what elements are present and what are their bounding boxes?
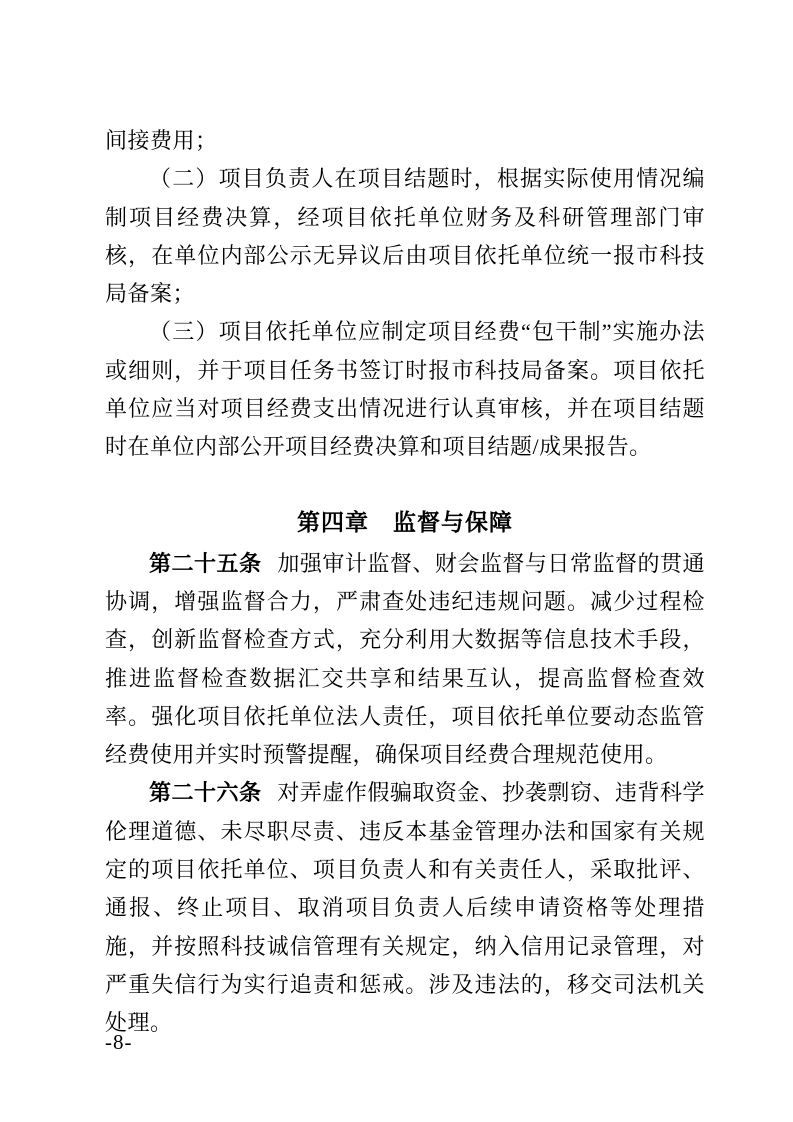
article-25-text: 加强审计监督、财会监督与日常监督的贯通协调，增强监督合力，严肃查处违纪违规问题。减少过程检查，创新监督检查方式，充分利用大数据等信息技术手段，推进监督检查数据汇交共享和结果互认，提高监督检查效率。强化项目依托单位法人责任，项目依托单位要动态监管经费使用并实时预警提醒，确保项目经费合理规范使用。 bbox=[105, 550, 705, 768]
article-25-paragraph bbox=[105, 545, 705, 775]
paragraph-item-three: （三）项目依托单位应制定项目经费“包干制”实施办法或细则，并于项目任务书签订时报市科技局备案。项目依托单位应当对项目经费支出情况进行认真审核，并在项目结题时在单位内部公开项目经费决算和项目结题/成果报告。 bbox=[105, 319, 705, 460]
paragraph-item-two: （二）项目负责人在项目结题时，根据实际使用情况编制项目经费决算，经项目依托单位财务及科研管理部门审核，在单位内部公示无异议后由项目依托单位统一报市科技局备案； bbox=[105, 166, 705, 307]
page-content bbox=[105, 122, 705, 1043]
chapter-heading: 第四章 监督与保障 bbox=[297, 508, 513, 535]
paragraph-continuation: 间接费用； bbox=[105, 128, 218, 153]
article-26-term: 第二十六条 bbox=[149, 780, 262, 806]
article-26-text: 对弄虚作假骗取资金、抄袭剽窃、违背科学伦理道德、未尽职尽责、违反本基金管理办法和国家有关规定的项目依托单位、项目负责人和有关责任人，采取批评、通报、终止项目、取消项目负责人后续申请资格等处理措施，并按照科技诚信管理有关规定，纳入信用记录管理，对严重失信行为实行追责和惩戒。涉及违法的，移交司法机关处理。 bbox=[105, 780, 705, 1036]
article-26-paragraph bbox=[105, 774, 705, 1042]
article-25-term: 第二十五条 bbox=[149, 550, 262, 576]
page-number: -8- bbox=[105, 1030, 133, 1054]
